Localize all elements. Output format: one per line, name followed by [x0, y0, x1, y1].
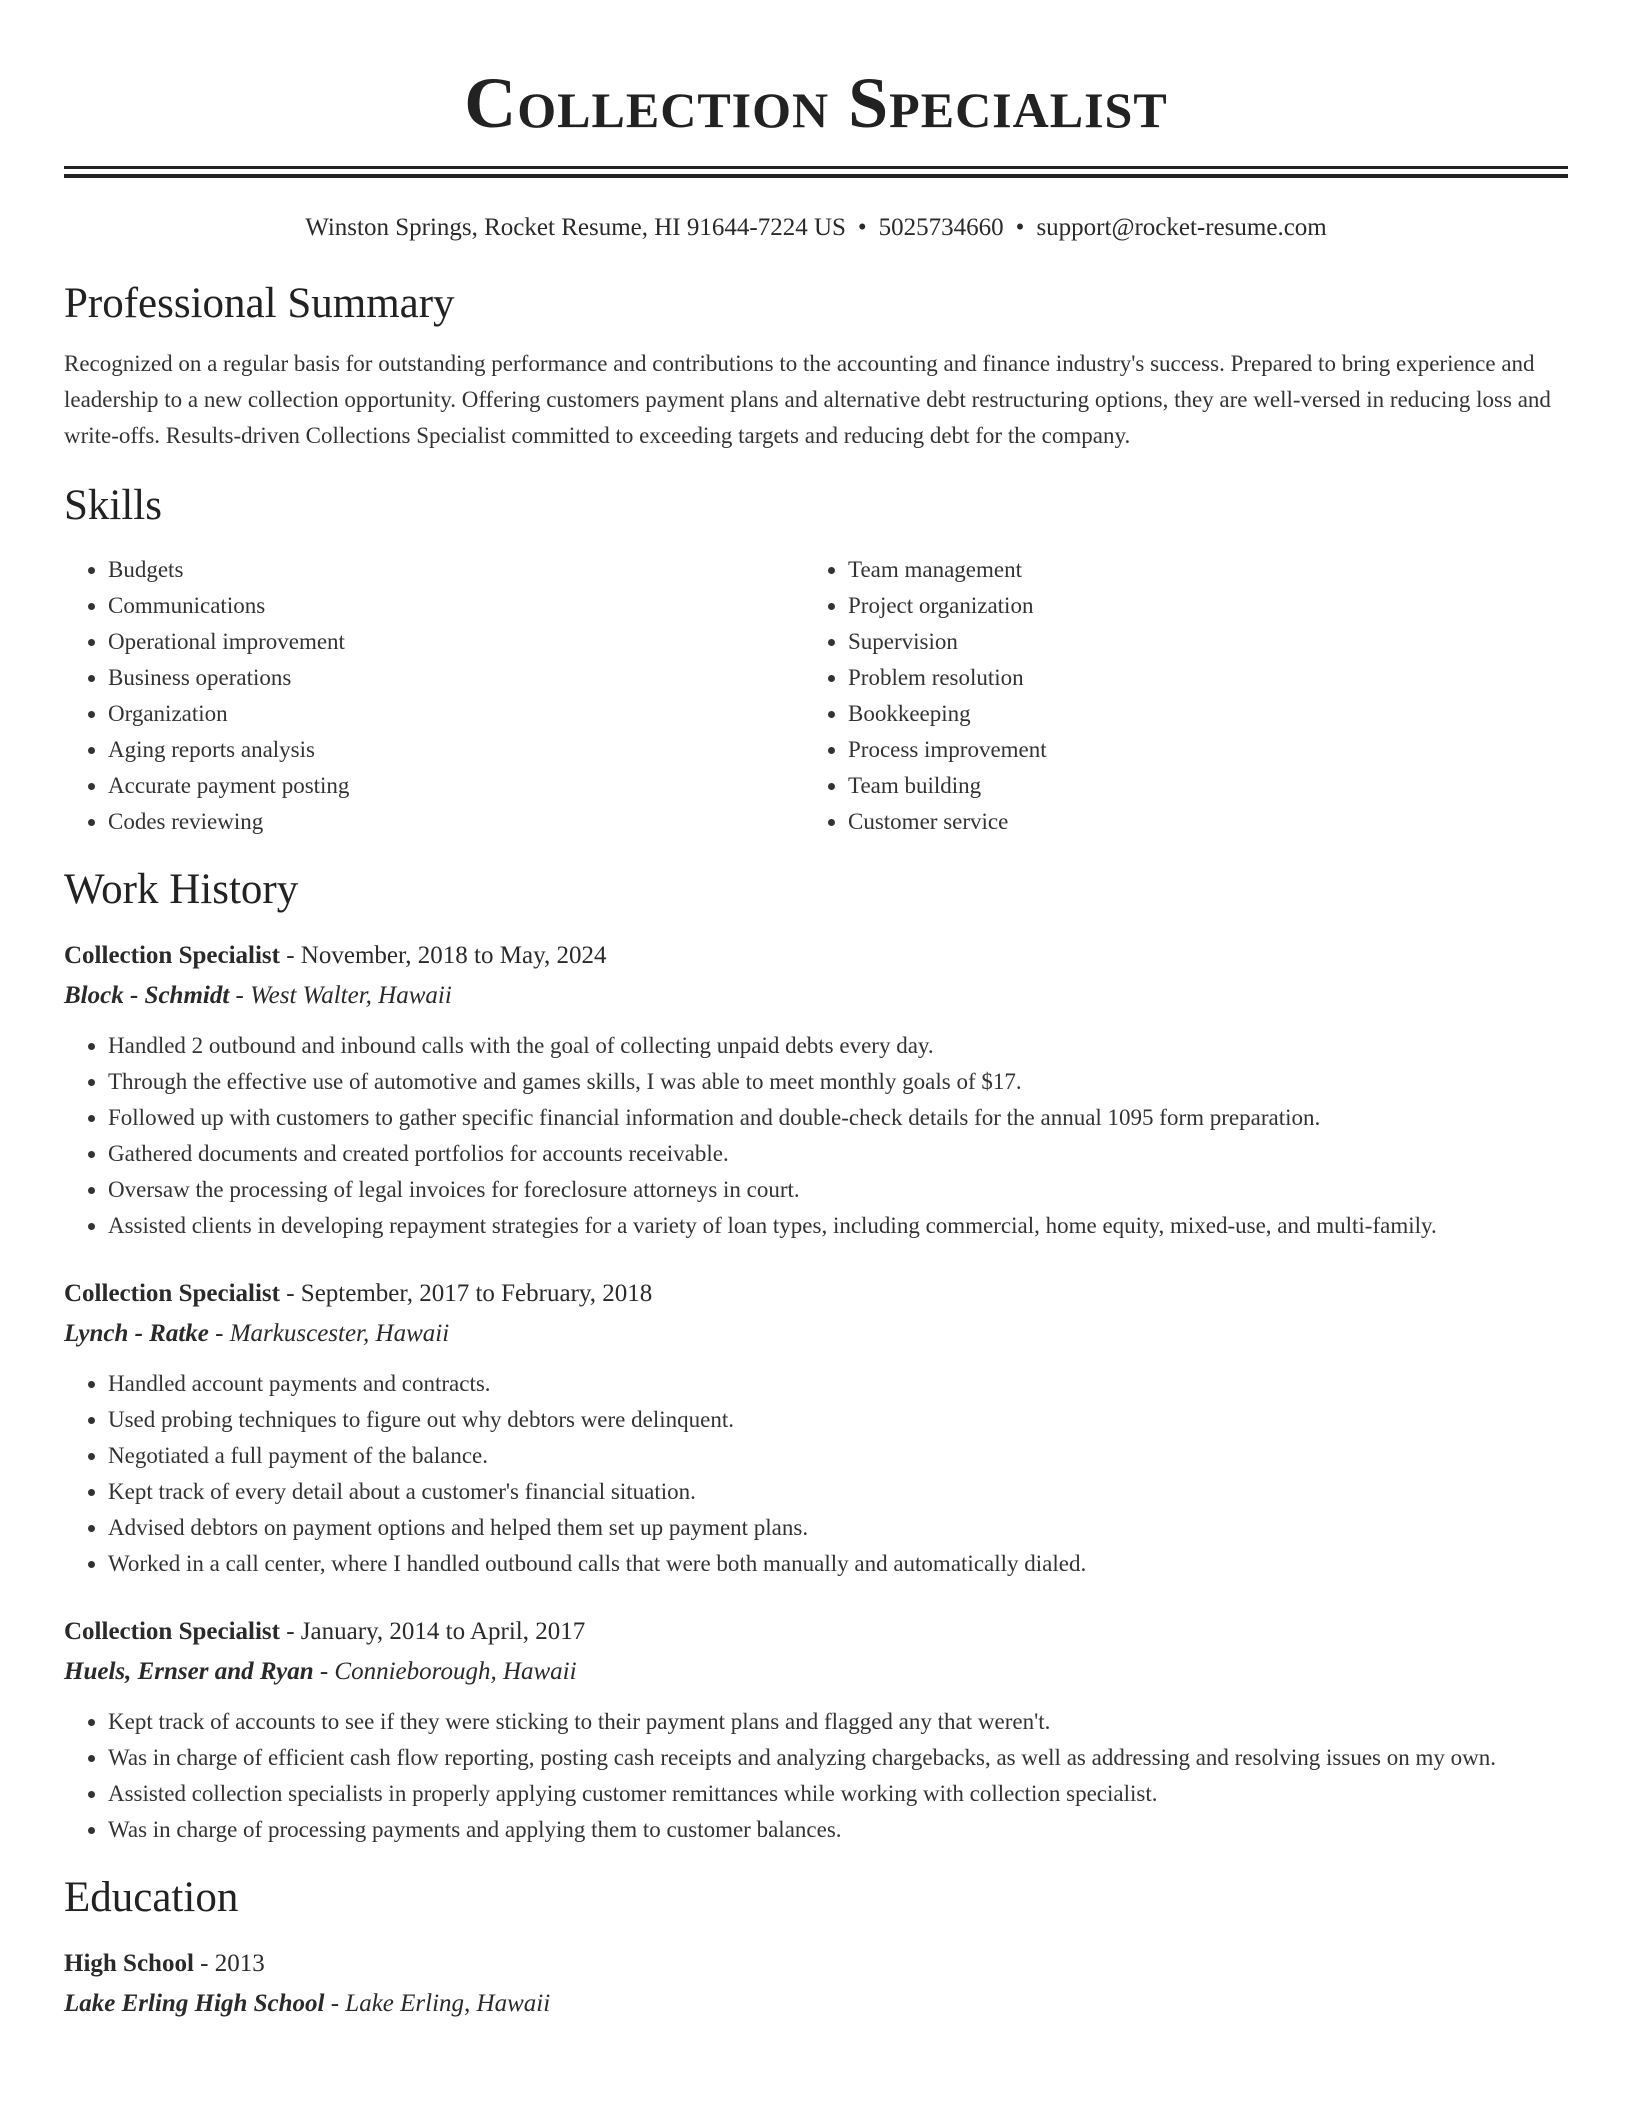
education-school-line — [64, 1986, 1568, 2022]
skills-heading: Skills — [64, 482, 162, 529]
contact-email[interactable]: support@rocket-resume.com — [1036, 214, 1327, 241]
job-bullet: • Advised debtors on payment options and helped them set up payment plans. — [108, 1510, 1568, 1546]
education-location: - Lake Erling, Hawaii — [324, 1990, 551, 2017]
job-entry — [64, 1614, 1568, 1848]
job-heading — [64, 1276, 1568, 1312]
job-bullets — [64, 1028, 1568, 1244]
job-bullet: • Gathered documents and created portfolios for accounts receivable. — [108, 1136, 1568, 1172]
job-employer — [64, 978, 1568, 1014]
job-bullet: • Oversaw the processing of legal invoices for foreclosure attorneys in court. — [108, 1172, 1568, 1208]
job-dates: - November, 2018 to May, 2024 — [279, 942, 607, 969]
contact-separator: • — [857, 214, 867, 241]
skills-columns — [64, 552, 1568, 840]
contact-phone[interactable]: 5025734660 — [878, 214, 1004, 241]
job-entry — [64, 938, 1568, 1244]
title-rule-top — [64, 166, 1568, 169]
skill-item: • Bookkeeping — [848, 696, 1564, 732]
education-school: Lake Erling High School — [64, 1990, 325, 2017]
skills-list-left — [64, 552, 804, 840]
summary-heading: Professional Summary — [64, 280, 455, 327]
skill-item: • Team management — [848, 552, 1564, 588]
job-bullet: • Through the effective use of automotive and games skills, I was able to meet monthly goals of $17. — [108, 1064, 1568, 1100]
skill-item: • Organization — [108, 696, 804, 732]
job-heading — [64, 938, 1568, 974]
skill-item: • Customer service — [848, 804, 1564, 840]
job-location: - Connieborough, Hawaii — [313, 1658, 577, 1685]
skill-item: • Codes reviewing — [108, 804, 804, 840]
job-bullet: • Was in charge of processing payments and applying them to customer balances. — [108, 1812, 1568, 1848]
skill-item: • Problem resolution — [848, 660, 1564, 696]
job-company: Lynch - Ratke — [64, 1320, 209, 1347]
skills-section — [64, 480, 1568, 840]
job-bullets — [64, 1366, 1568, 1582]
skill-item: • Team building — [848, 768, 1564, 804]
job-bullet: • Kept track of accounts to see if they were sticking to their payment plans and flagged any that weren't. — [108, 1704, 1568, 1740]
skill-item: • Project organization — [848, 588, 1564, 624]
job-title: Collection Specialist — [64, 942, 280, 969]
job-bullet: • Assisted collection specialists in properly applying customer remittances while working with collection specialist. — [108, 1776, 1568, 1812]
skill-item: • Operational improvement — [108, 624, 804, 660]
job-bullet: • Followed up with customers to gather specific financial information and double-check details for the annual 1095 form preparation. — [108, 1100, 1568, 1136]
education-year: - 2013 — [193, 1950, 265, 1977]
job-title: Collection Specialist — [64, 1280, 280, 1307]
job-bullet: • Negotiated a full payment of the balance. — [108, 1438, 1568, 1474]
summary-text: Recognized on a regular basis for outstanding performance and contributions to the accounting and finance industry's success. Prepared to bring experience and leadership to a new collection opportunity. Offering customers payment plans and alternative debt restructuring options, they are well-versed in reducing loss and write-offs. Results-driven Collections Specialist committed to exceeding targets and reducing debt for the company. — [64, 351, 1551, 448]
education-entry — [64, 1946, 1568, 2022]
job-employer — [64, 1654, 1568, 1690]
job-title: Collection Specialist — [64, 1618, 280, 1645]
job-bullet: • Handled 2 outbound and inbound calls with the goal of collecting unpaid debts every day. — [108, 1028, 1568, 1064]
resume-title: Collection Specialist — [464, 63, 1168, 143]
job-location: - Markuscester, Hawaii — [208, 1320, 450, 1347]
skill-item: • Supervision — [848, 624, 1564, 660]
skill-item: • Budgets — [108, 552, 804, 588]
job-bullet: • Handled account payments and contracts. — [108, 1366, 1568, 1402]
job-company: Huels, Ernser and Ryan — [64, 1658, 314, 1685]
job-bullet: • Was in charge of efficient cash flow reporting, posting cash receipts and analyzing chargebacks, as well as addressing and resolving issues on my own. — [108, 1740, 1568, 1776]
job-bullets — [64, 1704, 1568, 1848]
education-heading: Education — [64, 1874, 239, 1921]
job-employer — [64, 1316, 1568, 1352]
skill-item: • Process improvement — [848, 732, 1564, 768]
contact-address: Winston Springs, Rocket Resume, HI 91644-7224 US — [305, 214, 846, 241]
education-section — [64, 1872, 1568, 2022]
skill-item: • Communications — [108, 588, 804, 624]
skill-item: • Business operations — [108, 660, 804, 696]
job-bullet: • Worked in a call center, where I handled outbound calls that were both manually and automatically dialed. — [108, 1546, 1568, 1582]
work-history-section — [64, 864, 1568, 1848]
job-bullet: • Kept track of every detail about a customer's financial situation. — [108, 1474, 1568, 1510]
job-bullet: • Used probing techniques to figure out why debtors were delinquent. — [108, 1402, 1568, 1438]
education-heading-line — [64, 1946, 1568, 1982]
title-rule-bottom — [64, 174, 1568, 178]
job-heading — [64, 1614, 1568, 1650]
skill-item: • Aging reports analysis — [108, 732, 804, 768]
job-location: - West Walter, Hawaii — [229, 982, 452, 1009]
work-history-heading: Work History — [64, 866, 299, 913]
job-dates: - September, 2017 to February, 2018 — [279, 1280, 653, 1307]
contact-separator: • — [1015, 214, 1025, 241]
job-dates: - January, 2014 to April, 2017 — [279, 1618, 586, 1645]
skill-item: • Accurate payment posting — [108, 768, 804, 804]
job-bullet: • Assisted clients in developing repayment strategies for a variety of loan types, including commercial, home equity, mixed-use, and multi-family. — [108, 1208, 1568, 1244]
job-entry — [64, 1276, 1568, 1582]
skills-list-right — [804, 552, 1564, 840]
contact-line — [64, 212, 1568, 244]
summary-section — [64, 278, 1568, 454]
job-company: Block - Schmidt — [64, 982, 230, 1009]
education-degree: High School — [64, 1950, 194, 1977]
